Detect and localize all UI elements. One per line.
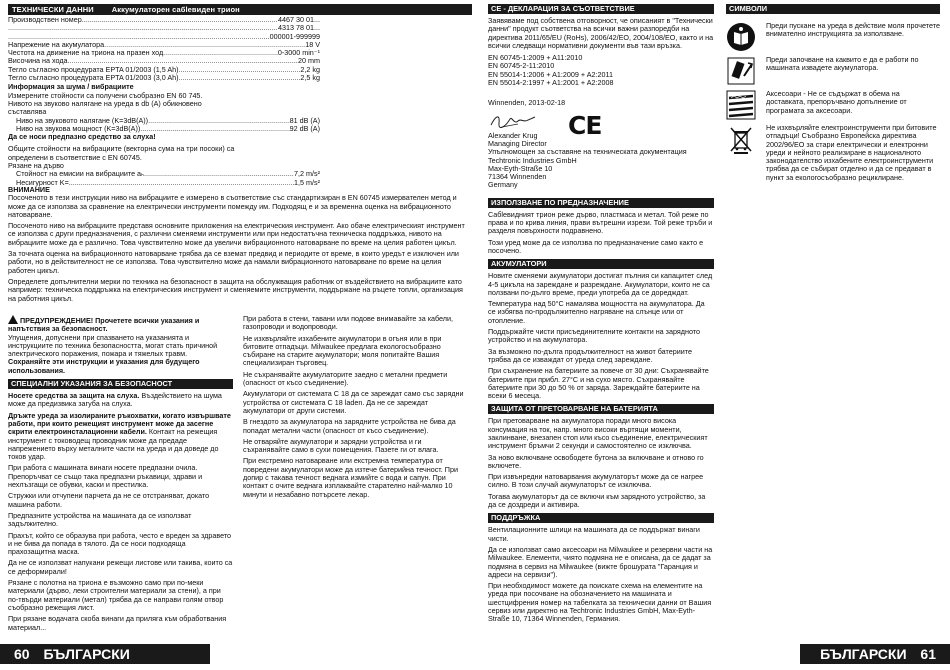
battery-remove-icon — [726, 56, 758, 84]
special-safety-text: Стружки или отчупени парчета да не се отстраняват, докато машина работи. — [8, 491, 210, 509]
leader-dots — [163, 49, 278, 57]
maintenance-header: ПОДДРЪЖКА — [488, 513, 714, 523]
left-column-2 — [243, 315, 468, 502]
warning-paragraph: Посоченото в тези инструкции ниво на вибрациите е измерено в съответствие със стандартизиран в EN 60745 измервателен метод и може да се използва за сравнение на електрически инструменти помежду им. Подходящ е и за временна оценка на вибрационното натоварване. — [8, 193, 457, 219]
batteries-paragraphs — [488, 272, 714, 400]
symbol-row — [726, 90, 940, 118]
ce-address-line: Techtronic Industries GmbH — [488, 155, 577, 165]
ce-address-line: 71364 Winnenden — [488, 172, 547, 182]
signature-icon — [488, 111, 540, 131]
leader-dots — [148, 117, 290, 125]
ce-signer: Alexander Krug — [488, 130, 538, 140]
vibration-wood: Рязане на дърво — [8, 161, 64, 171]
special-safety-paragraph — [8, 559, 233, 576]
tech-data-header — [8, 4, 472, 15]
right-footer — [800, 644, 950, 664]
ce-norm: EN 55014-1:2006 + A1:2009 + A2:2011 — [488, 69, 613, 79]
leader-dots — [82, 16, 278, 24]
leader-dots — [179, 74, 301, 82]
safety-paragraph: Не отваряйте акумулатори и зарядни устройства и ги съхранявайте само в сухи помещения. Пазете ги от влага. — [243, 436, 439, 455]
special-safety-paragraph — [8, 532, 233, 557]
batteries-header: АКУМУЛАТОРИ — [488, 259, 714, 269]
special-safety-paragraph — [8, 579, 233, 612]
ce-address-line: Max-Eyth-Straße 10 — [488, 163, 553, 173]
spec-label: Тегло съгласно процедурата EPTA 01/2003 (1,5 Ah) — [8, 64, 179, 74]
symbol-text: Аксесоари - Не се съдържат в обема на доставката, препоръчвано допълнение от програмата за аксесоари. — [766, 89, 907, 115]
overload-paragraph: Тогава акумулаторът да се включи към зарядното устройство, за да се доздреди и активира. — [488, 491, 706, 510]
vibration-rows — [8, 170, 320, 187]
symbol-row — [726, 56, 940, 84]
maintenance-paragraph: При необходимост можете да поискате схема на елементите на уреда при посочване на обозначението на машината и шестцифрения номер на табелката за технически данни от Вашия сервиз или директно на Techtronic Industries GmbH, Max-Eyth-Straße 10, 71364 Winnenden, Германия. — [488, 581, 712, 624]
ce-auth: Упълномощен за съставяне на техническата документация — [488, 147, 687, 157]
spec-value: 0-3000 min⁻¹ — [277, 48, 320, 58]
caution-text: Упущения, допуснени при спазването на указанията и инструкциите по техника безопасността, могат стать причиной электрического поражения, пожара и тяжелых травм. — [8, 332, 218, 359]
spec-label: Напрежение на акумулатора — [8, 39, 105, 49]
noise-intro2: Нивото на звуково налягане на уреда в db (A) обикновено съставлява — [8, 98, 202, 117]
safety-paragraph: При екстремно натоварване или екстремна температура от повредени акумулатори може да изтече батерийна течност. При допир с такава течност веднага измийте с вода и сапун. При контакт с очите веднага изплаквайте старателно най-малко 10 минути и незабавно потърсете лекар. — [243, 456, 458, 499]
noise-intro: Измерените стойности са получени съобразно EN 60 745. — [8, 90, 203, 100]
page-number-left: 60 — [14, 646, 30, 662]
ce-address — [488, 157, 714, 190]
symbol-text: Преди започване на каквито е да е работи по машината извадете акумулатора. — [766, 55, 919, 73]
ce-declaration-header: CE - ДЕКЛАРАЦИЯ ЗА СЪОТВЕТСТВИЕ — [488, 4, 714, 14]
spec-value: ...000001-999999 — [263, 31, 320, 41]
special-safety-text: При рязане водачата скоба винаги да прилягa към обработвания материал... — [8, 614, 227, 632]
spec-label: Тегло съгласно процедурата EPTA 01/2003 (3,0 Ah) — [8, 73, 179, 83]
special-safety-text: Контакт на режещия инструмент с тоководещ проводник може да предаде напрежението върху металните части на уреда и да доведе до токов удар. — [8, 427, 219, 462]
spec-value: 81 dB (A) — [289, 115, 320, 125]
warning-triangle-icon — [8, 315, 18, 324]
spec-value: 2,2 kg — [300, 64, 320, 74]
spec-value: 18 V — [305, 39, 320, 49]
warning-block — [8, 186, 468, 306]
intended-use-paragraphs — [488, 211, 714, 255]
safety-paragraph: В гнездото за акумулатора на зарядните устройства не бива да попадат метални части (опасност от късо съединение). — [243, 417, 456, 435]
left-footer — [0, 644, 210, 664]
special-safety-paragraphs — [8, 392, 233, 632]
language-label-right: БЪЛГАРСКИ — [820, 646, 907, 662]
special-safety-paragraph — [8, 492, 233, 509]
use-paragraph: Сабleвидният трион реже дърво, пластмаса и метал. Той реже по права и по крива линия, прави вътрешни изрези. Той реже тръби и разделя повърхности подравнено. — [488, 209, 713, 236]
special-safety-text: Въздействието на шума може да предизвика загуба на слуха. — [8, 391, 222, 409]
tech-data-subtitle: Аккумулаторен сабleвиден трион — [111, 5, 240, 14]
special-safety-paragraph — [8, 615, 233, 632]
battery-paragraph: Температура над 50°C намалява мощността на акумулатора. Да се избягва по-продължително нагряване на слънце или от отопление. — [488, 299, 705, 325]
maintenance-paragraphs — [488, 526, 714, 623]
maintenance-paragraph: Да се използват само аксесоари на Milwaukee и резервни части на Milwaukee. Елементи, чиято подмяна не е описана, да се дадат за подмяна в сервиз на Milwaukee (вижте брошурата "Гаранция и адреси на сервизи"). — [488, 544, 713, 579]
noise-rows — [8, 117, 320, 134]
vibration-intro: Общите стойности на вибрациите (векторна сума на три посоки) са определени в съответствие с EN 60745. — [8, 144, 235, 162]
symbol-row — [726, 22, 940, 50]
hearing-protection-note: Да се носи предпазно средство за слуха! — [8, 132, 156, 142]
spec-row — [8, 16, 320, 24]
spec-label: Стойност на емисии на вибрациите aₕ — [16, 169, 144, 179]
ce-norm: EN 60745-1:2009 + A11:2010 — [488, 53, 583, 63]
special-safety-paragraph — [8, 412, 233, 462]
warning-paragraph: Посоченото ниво на вибрациите представя основните приложения на електрическия инструмент. Ако обаче електрическият инструмент се използва с други предназначения, с различни сменяеми инструменти или при недостатъчна техническа поддръжка, нивото на вибрациите може да е различно. Това чувствително може да увеличи вибрационното натоварване по време на целия работен цикъл. — [8, 221, 465, 247]
caution-keep: Сохраняйте эти инструкции и указания для будущего использования. — [8, 357, 200, 375]
battery-paragraph: Новите сменяеми акумулатори достигат пълния си капацитет след 4-5 цикъла на зареждане и разреждане. Акумулатори, които не са ползвани по-дълго време, преди употреба да се доредждат. — [488, 271, 713, 297]
special-safety-text: Предпазните устройства на машината да се използват задължително. — [8, 510, 192, 529]
ce-role: Managing Director — [488, 138, 547, 148]
caution-title: ПРЕДУПРЕЖДЕНИЕ! Прочетете всички указания и напътствия за безопасност. — [8, 316, 200, 334]
special-safety-paragraph — [8, 512, 233, 529]
symbols-header: СИМВОЛИ — [726, 4, 940, 14]
ce-mark-logo: CE — [568, 111, 602, 140]
signer-row — [488, 132, 714, 149]
overload-protection-header: ЗАЩИТА ОТ ПРЕТОВАРВАНЕ НА БАТЕРИЯТА — [488, 404, 714, 414]
special-safety-text: Рязане с полотна на триона е възможно само при по-меки материали (дърво, леки строителни материали за стени), а при по-твърди материали (метал) трябва да се направи голям отвор съобразно режещия лист. — [8, 578, 224, 612]
battery-safety-paragraphs — [243, 315, 468, 499]
ce-norm: EN 60745-2-11:2010 — [488, 61, 555, 71]
special-safety-lead: Носете средства за защита на слуха. — [8, 391, 140, 401]
tech-data-title: ТЕХНИЧЕСКИ ДАННИ — [12, 5, 94, 14]
symbol-text: Преди пускане на уреда в действие моля прочетете внимателно инструкцията за използване. — [766, 21, 940, 39]
special-safety-header: СПЕЦИАЛНИ УКАЗАНИЯ ЗА БЕЗОПАСНОСТ — [8, 379, 233, 389]
symbols-list — [726, 22, 940, 182]
right-column-2 — [726, 4, 940, 188]
leader-dots — [8, 24, 278, 32]
special-safety-lead: Дръжте уреда за изолираните ръкохватки, когато извършвате работи, при които режещият инструмент може да засегне скрити електроинсталационни кабели. — [8, 410, 231, 437]
safety-paragraph: Не изхвърляйте изхабените акумулатори в огъня или в при битовите отпадъци. Milwaukee предлага екологосъобразно събиране на старите акумулатори; моля попитайте Вашия специализиран търговец. — [243, 333, 442, 368]
spec-label: Честота на движение на трионa на празен ход — [8, 48, 164, 58]
warning-paragraph: Определете допълнителни мерки по техника на безопасност в защита на обслужващия работник от въздействието на вибрациите като например: техническа поддръжка на електрическия инструмент и сменяемите инструменти, поддържане на ръцете топли, организация на работния цикъл. — [8, 276, 463, 303]
warning-paragraph: За точната оценка на вибрационното натоварване трябва да се вземат предвид и периодите от време, в които уредът е изключен или работи, но в действителност не се използва. Това чувствително може да намали вибрационното натоварване по време на целия работен цикъл. — [8, 249, 459, 275]
spec-label: Височина на хода — [8, 56, 68, 66]
spec-label: Ниво на звукова мощност (K=3dB(A)) — [16, 123, 141, 133]
spec-value: 4313 78 01... — [278, 23, 320, 33]
overload-paragraphs — [488, 417, 714, 509]
spec-value: 92 dB (A) — [289, 123, 320, 133]
right-column-1 — [488, 4, 714, 627]
special-safety-text: Прахът, който се образува при работа, често е вреден за здравето и не бива да попада в тялото. Да се носи подходяща прахозащитна маска. — [8, 530, 232, 557]
safety-paragraph: Не съхранявайте акумулаторите заедно с метални предмети (опасност от късо съединение). — [243, 369, 448, 388]
battery-paragraph: Поддържайте чисти присъединителните контакти на зарядното устройство и на акумулатора. — [488, 327, 700, 345]
accessory-icon — [726, 90, 758, 118]
page-number-right: 61 — [920, 646, 936, 662]
spec-label: Ниво на звуковото налягане (K=3dB(A)) — [16, 115, 149, 125]
overload-paragraph: При извънредни натоварвания акумулаторът може да се нагрее силно. В този случай акумулаторът се изключва. — [488, 472, 704, 490]
left-column-1 — [8, 315, 233, 635]
leader-dots — [179, 66, 301, 74]
overload-paragraph: За ново включване освободете бутона за включване и отново го включете. — [488, 452, 704, 470]
ce-address-line: Germany — [488, 180, 518, 190]
language-label-left: БЪЛГАРСКИ — [43, 646, 130, 662]
leader-dots — [140, 125, 289, 133]
spec-label: Производствен номер — [8, 15, 82, 24]
special-safety-text: При работа с машината винаги носете предпазни очила. Препоръчват се също така предпазни ръкавици, здрави и нехлъзгащи се обувки, каски и престилка. — [8, 463, 203, 490]
ce-place-date: Winnenden, 2013-02-18 — [488, 98, 566, 108]
ce-norm: EN 55014-2:1997 + A1:2001 + A2:2008 — [488, 78, 614, 88]
intended-use-header: ИЗПОЛЗВАНЕ ПО ПРЕДНАЗНАЧЕНИЕ — [488, 198, 714, 208]
special-safety-text: Да не се използват напукани режещи листове или такива, които са се деформирали! — [8, 558, 233, 576]
spec-value: 4467 30 01... — [278, 15, 320, 24]
spec-value: 7,2 m/s² — [294, 169, 320, 179]
specs-list — [8, 16, 320, 82]
special-safety-paragraph — [8, 392, 233, 409]
battery-paragraph: За възможно по-дълга продължителност на живот батериите трябва да се изваждат от уреда след зареждане. — [488, 346, 692, 364]
spec-value: 2,5 kg — [300, 73, 320, 83]
safety-paragraph: Акумулатори от системата C 18 да се зареждат само със зарядни устройства от системата C 18 laden. Да не се зареждат акумулатори от други системи. — [243, 389, 464, 415]
warning-paragraphs — [8, 194, 468, 303]
right-page — [480, 0, 950, 670]
spec-value: 20 mm — [298, 56, 320, 66]
read-manual-icon — [726, 22, 758, 50]
spec-label: Несигурност K= — [16, 177, 69, 187]
weee-bin-icon — [726, 124, 758, 152]
warning-title: ВНИМАНИЕ — [8, 185, 50, 194]
maintenance-paragraph: Вентилационните шлици на машината да се поддържат винаги чисти. — [488, 525, 700, 543]
specs-block — [8, 16, 320, 187]
symbol-text: Не изхвърляйте електроинструменти при битовите отпадъци! Съобразно Европейска директива 2002/96/EO за стари електрически и електронни уреди и нейното реализиране в националното законодателство изхабените електроинструменти трябва да се събират отделно и да се предават в пункт за екологосъобразно рециклиране. — [766, 123, 937, 182]
left-page — [0, 0, 470, 670]
noise-title: Информация за шума / вибрациите — [8, 82, 134, 92]
leader-dots — [144, 170, 294, 178]
spec-row — [8, 74, 320, 82]
use-paragraph: Този уред може да се използва по предназначение само както е посочено. — [488, 237, 704, 255]
ce-text: Заявяваме под собствена отговорност, че описаният в "Технически данни" продукт съответства на всички важни разпоредби на директива 2011/65/EU (RoHs), 2006/42/EO, 2004/108/EO, както и на всички следващи нормативни документи във тази връзка. — [488, 16, 714, 50]
special-safety-paragraph — [8, 464, 233, 489]
safety-paragraph: При работа в стени, тавани или подове внимавайте за кабели, газопроводи и водопроводи. — [243, 314, 454, 332]
spec-value: 1,5 m/s² — [294, 177, 320, 187]
overload-paragraph: При претоварване на акумулатора поради много висока консумация на ток, напр. много високи въртящи моменти, заклинване, внезапен стоп или късо съединение, електрическият инструмент бръмчи 2 секунди и самостоятелно се изключва. — [488, 416, 708, 451]
ce-norms — [488, 54, 714, 87]
symbol-row — [726, 124, 940, 182]
battery-paragraph: При съхранение на батериите за повече от 30 дни: Съхранявайте батериите при прибл. 27°C и на сухо място. Съхранявайте батериите при 30 до 50 % от заряда. Зареждайте батериите на всеки 6 месеца. — [488, 366, 709, 401]
